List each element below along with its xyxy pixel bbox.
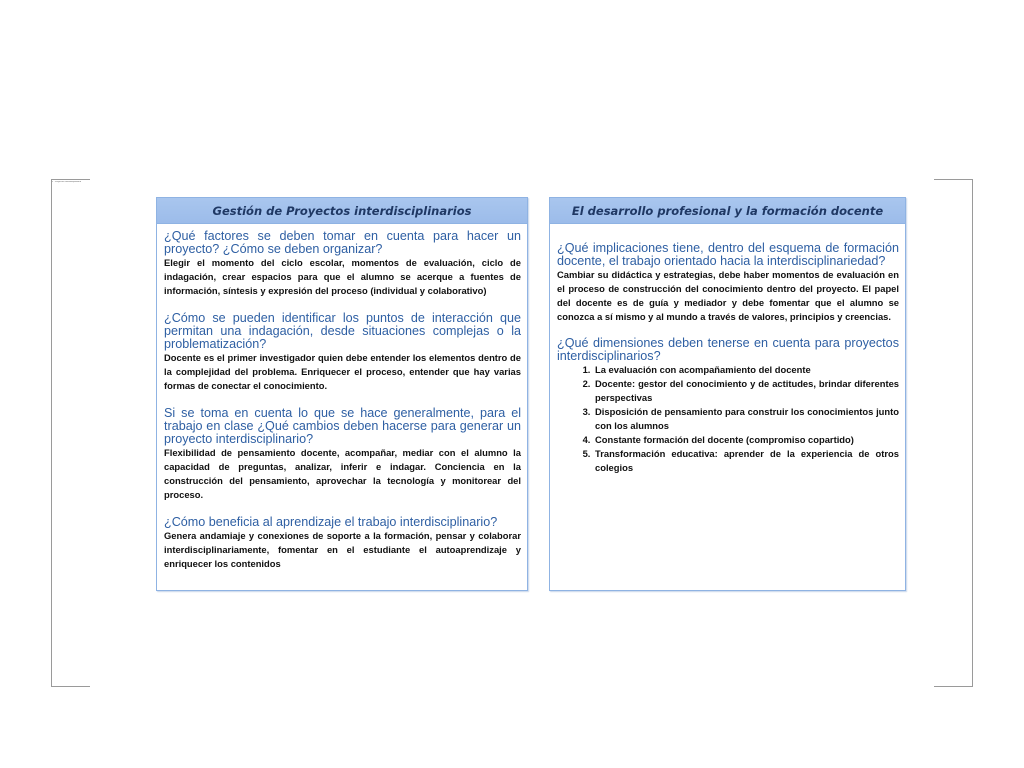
qa-block: [164, 230, 521, 298]
panel-body: [157, 224, 527, 571]
list-item: 3. Disposición de pensamiento para construir los conocimientos junto con los alumnos: [593, 405, 899, 433]
panel-title: Gestión de Proyectos interdisciplinarios: [157, 198, 527, 224]
answer: Elegir el momento del ciclo escolar, momentos de evaluación, ciclo de indagación, crear espacios para que el alumno se acerque a fuentes de información, síntesis y expresión del proceso (individual y colaborativo): [164, 257, 521, 296]
question: ¿Qué factores se deben tomar en cuenta para hacer un proyecto? ¿Cómo se deben organizar?: [164, 229, 521, 256]
dimensions-list: [557, 363, 899, 475]
qa-block: [164, 516, 521, 571]
qa-block: [557, 242, 899, 324]
panel-project-management: [156, 197, 528, 591]
panel-title: El desarrollo profesional y la formación docente: [550, 198, 905, 224]
qa-block: [164, 407, 521, 502]
panel-body: [550, 224, 905, 475]
answer: Cambiar su didáctica y estrategias, debe haber momentos de evaluación en el proceso de construcción del conocimiento dentro del proyecto. El papel del docente es de guía y mediador y debe fomentar que el alumno se conozca a sí mismo y al mundo a través de valores, principios y creencias.: [557, 269, 899, 322]
question: ¿Qué implicaciones tiene, dentro del esquema de formación docente, el trabajo orientado hacia la interdisciplinariedad?: [557, 241, 899, 268]
panel-professional-development: [549, 197, 906, 591]
page-frame-right: [934, 179, 973, 687]
answer: Genera andamiaje y conexiones de soporte a la formación, pensar y colaborar interdisciplinariamente, fomentar en el estudiante el autoaprendizaje y enriquecer los contenidos: [164, 530, 521, 569]
answer: Docente es el primer investigador quien debe entender los elementos dentro de la complejidad del problema. Enriquecer el proceso, entender que hay varias formas de conectar el conocimiento.: [164, 352, 521, 391]
page-frame-left: [51, 179, 90, 687]
list-item: 4. Constante formación del docente (compromiso copartido): [593, 433, 899, 447]
list-item: 1. La evaluación con acompañamiento del docente: [593, 363, 899, 377]
qa-block: [557, 337, 899, 475]
qa-block: [164, 312, 521, 393]
list-item: 5. Transformación educativa: aprender de la experiencia de otros colegios: [593, 447, 899, 475]
corner-note: 2 · Proyecto interdisciplinario: [52, 181, 82, 183]
question: ¿Qué dimensiones deben tenerse en cuenta para proyectos interdisciplinarios?: [557, 336, 899, 363]
question: ¿Cómo se pueden identificar los puntos de interacción que permitan una indagación, desde situaciones complejas o la problematización?: [164, 311, 521, 351]
answer: Flexibilidad de pensamiento docente, acompañar, mediar con el alumno la capacidad de preguntas, analizar, inferir e indagar. Conciencia en la construcción del pensamiento, aprovechar la tecnología y monitorear del proceso.: [164, 447, 521, 500]
question: Si se toma en cuenta lo que se hace generalmente, para el trabajo en clase ¿Qué cambios deben hacerse para generar un proyecto interdisciplinario?: [164, 406, 521, 446]
question: ¿Cómo beneficia al aprendizaje el trabajo interdisciplinario?: [164, 515, 498, 529]
list-item: 2. Docente: gestor del conocimiento y de actitudes, brindar diferentes perspectivas: [593, 377, 899, 405]
